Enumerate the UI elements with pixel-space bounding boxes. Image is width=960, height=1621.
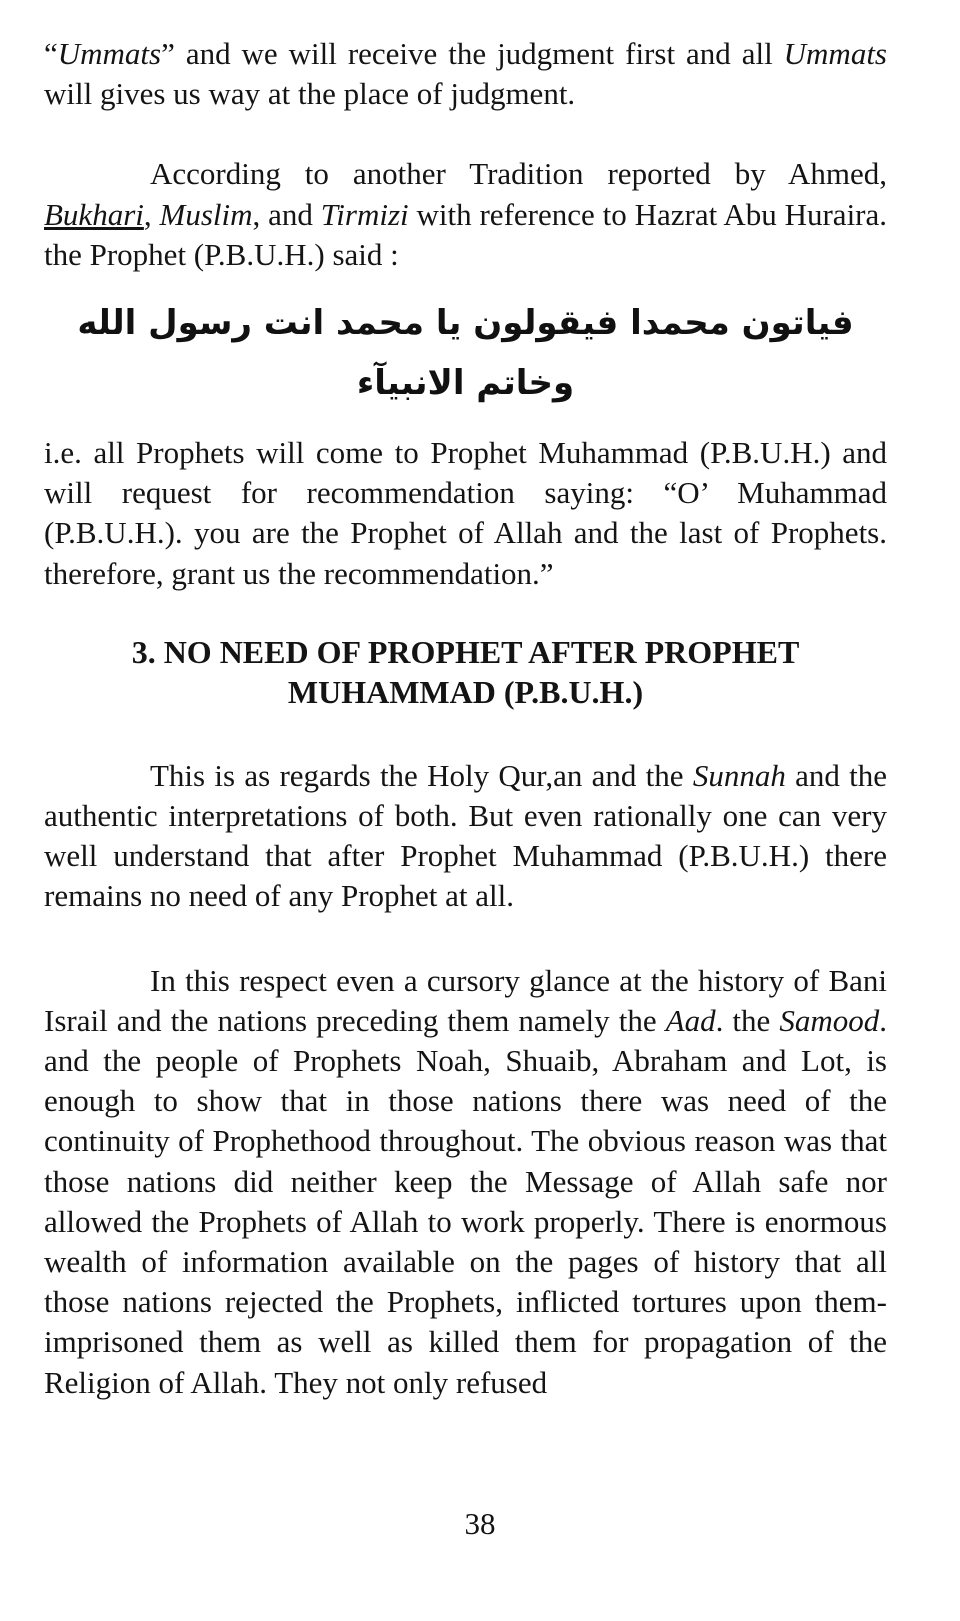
term-ummats: Ummats — [57, 36, 162, 71]
paragraph-ummats — [44, 34, 887, 114]
paragraph-quran-sunnah — [44, 756, 887, 917]
paragraph-text: and the authentic interpretations of both. But even rationally one can very well understand that after Prophet Muhammad (P.B.U.H.) there remains no need of any Prophet at all. — [44, 757, 887, 914]
term-aad: Aad — [665, 1002, 716, 1038]
page-number: 38 — [464, 1506, 496, 1541]
paragraph-text: . and the people of Prophets Noah, Shuaib, Abraham and Lot, is enough to show that in those nations there was need of the continuity of Prophethood throughout. The obvious reason was that those nations did neither keep the Message of Allah safe nor allowed the Prophets of Allah to work properly. There is enormous wealth of information available on the pages of history that all those nations rejected the Prophets, inflicted tortures upon them-imprisoned them as well as killed them for propagation of the Religion of Allah. They not only refused — [44, 1002, 887, 1400]
book-page — [44, 34, 887, 1403]
term-tirmizi: Tirmizi — [320, 196, 409, 232]
term-ummats: Ummats — [783, 36, 887, 71]
paragraph-text: In this respect even a cursory glance at the history of Bani Israil and the nations preceding them namely the — [44, 962, 887, 1038]
term-sunnah: Sunnah — [692, 757, 786, 793]
paragraph-text: will gives us way at the place of judgment. — [44, 76, 576, 112]
open-quote: “ — [44, 36, 58, 71]
heading-line-2: MUHAMMAD (P.B.U.H.) — [287, 673, 644, 710]
term-muslim: Muslim — [159, 196, 253, 232]
section-heading — [44, 632, 887, 712]
paragraph-text: . the — [715, 1002, 780, 1038]
term-bukhari: Bukhari — [44, 196, 144, 232]
paragraph-history — [44, 961, 887, 1403]
paragraph-text: ” and we will receive the judgment first and all — [161, 36, 784, 71]
arabic-quote: فياتون محمدا فيقولون يا محمد انت رسول الله وخاتم الانبيآء — [77, 303, 854, 404]
paragraph-translation: i.e. all Prophets will come to Prophet Muhammad (P.B.U.H.) and will request for recommendation saying: “O’ Muhammad (P.B.U.H.). you are the Prophet of Allah and the last of Prophets. therefore, grant us the recommendation.” — [44, 435, 887, 591]
paragraph-text: According to another Tradition reported by Ahmed, — [150, 156, 887, 192]
paragraph-text: , and — [252, 196, 321, 232]
heading-line-1: 3. NO NEED OF PROPHET AFTER PROPHET — [131, 633, 800, 670]
paragraph-text: , — [143, 196, 160, 232]
paragraph-text: with reference to Hazrat Abu Huraira. the Prophet (P.B.U.H.) said : — [44, 196, 888, 272]
paragraph-text: This is as regards the Holy Qur,an and the — [150, 757, 693, 793]
paragraph-tradition — [44, 154, 887, 275]
term-samood: Samood — [779, 1002, 880, 1038]
